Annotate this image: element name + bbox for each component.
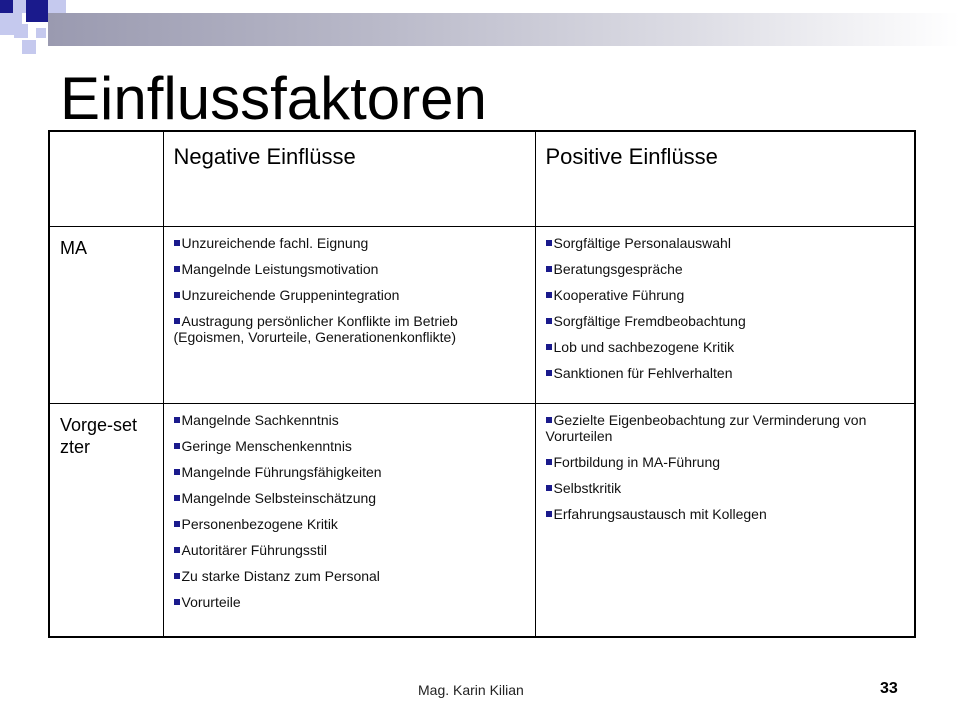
negative-cell — [163, 404, 535, 638]
negative-list — [164, 404, 535, 618]
list-item: Sorgfältige Personalauswahl — [546, 235, 909, 251]
square-bullet-icon — [174, 443, 180, 449]
header-gradient-bar — [48, 13, 960, 46]
square-bullet-icon — [174, 266, 180, 272]
square-bullet-icon — [174, 521, 180, 527]
positive-list — [536, 227, 915, 389]
square-bullet-icon — [546, 266, 552, 272]
square-bullet-icon — [174, 318, 180, 324]
square-bullet-icon — [174, 417, 180, 423]
square-bullet-icon — [546, 292, 552, 298]
list-item: Unzureichende Gruppenintegration — [174, 287, 529, 303]
square-bullet-icon — [546, 240, 552, 246]
square-bullet-icon — [546, 370, 552, 376]
list-item: Personenbezogene Kritik — [174, 516, 529, 532]
list-item: Autoritärer Führungsstil — [174, 542, 529, 558]
decor-square — [22, 40, 36, 54]
slide-title: Einflussfaktoren — [60, 65, 487, 132]
list-item: Selbstkritik — [546, 480, 909, 496]
list-item: Kooperative Führung — [546, 287, 909, 303]
list-item: Gezielte Eigenbeobachtung zur Verminderung von Vorurteilen — [545, 412, 867, 444]
positive-list — [536, 404, 915, 530]
list-item: Mangelnde Führungsfähigkeiten — [174, 464, 529, 480]
row-label-vorgesetzter — [49, 404, 163, 638]
list-item: Mangelnde Selbsteinschätzung — [174, 490, 529, 506]
list-item: Fortbildung in MA-Führung — [546, 454, 909, 470]
list-item: Mangelnde Sachkenntnis — [174, 412, 529, 428]
square-bullet-icon — [174, 547, 180, 553]
page-number: 33 — [880, 680, 898, 697]
decor-square — [36, 28, 46, 38]
list-item: Zu starke Distanz zum Personal — [174, 568, 529, 584]
square-bullet-icon — [546, 485, 552, 491]
list-item: Vorurteile — [174, 594, 529, 610]
list-item: Unzureichende fachl. Eignung — [174, 235, 529, 251]
list-item: Lob und sachbezogene Kritik — [546, 339, 909, 355]
square-bullet-icon — [174, 573, 180, 579]
decor-square — [14, 24, 28, 38]
header-cell-positive: Positive Einflüsse — [535, 131, 915, 227]
square-bullet-icon — [174, 240, 180, 246]
square-bullet-icon — [546, 511, 552, 517]
list-item: Sanktionen für Fehlverhalten — [546, 365, 909, 381]
list-item: Erfahrungsaustausch mit Kollegen — [546, 506, 909, 522]
positive-cell — [535, 227, 915, 404]
square-bullet-icon — [546, 344, 552, 350]
decor-square — [26, 0, 48, 22]
square-bullet-icon — [546, 459, 552, 465]
table-row — [49, 227, 915, 404]
header-cell-negative: Negative Einflüsse — [163, 131, 535, 227]
square-bullet-icon — [174, 292, 180, 298]
square-bullet-icon — [174, 495, 180, 501]
square-bullet-icon — [546, 417, 552, 423]
negative-cell — [163, 227, 535, 404]
decor-square — [0, 0, 13, 13]
table-header-row — [49, 131, 915, 227]
table-row — [49, 404, 915, 638]
influence-table — [48, 130, 916, 638]
list-item: Austragung persönlicher Konflikte im Betrieb (Egoismen, Vorurteile, Generationenkonflikte) — [173, 313, 458, 345]
row-label-ma: MA — [49, 227, 163, 404]
list-item: Geringe Menschenkenntnis — [174, 438, 529, 454]
negative-list — [164, 227, 535, 353]
square-bullet-icon — [174, 599, 180, 605]
square-bullet-icon — [174, 469, 180, 475]
list-item: Sorgfältige Fremdbeobachtung — [546, 313, 909, 329]
positive-cell — [535, 404, 915, 638]
footer-author: Mag. Karin Kilian — [418, 682, 524, 698]
square-bullet-icon — [546, 318, 552, 324]
list-item: Mangelnde Leistungsmotivation — [174, 261, 529, 277]
row-label-text: Vorge-setzter — [60, 415, 138, 457]
list-item: Beratungsgespräche — [546, 261, 909, 277]
decor-square — [13, 0, 26, 13]
header-cell-empty — [49, 131, 163, 227]
